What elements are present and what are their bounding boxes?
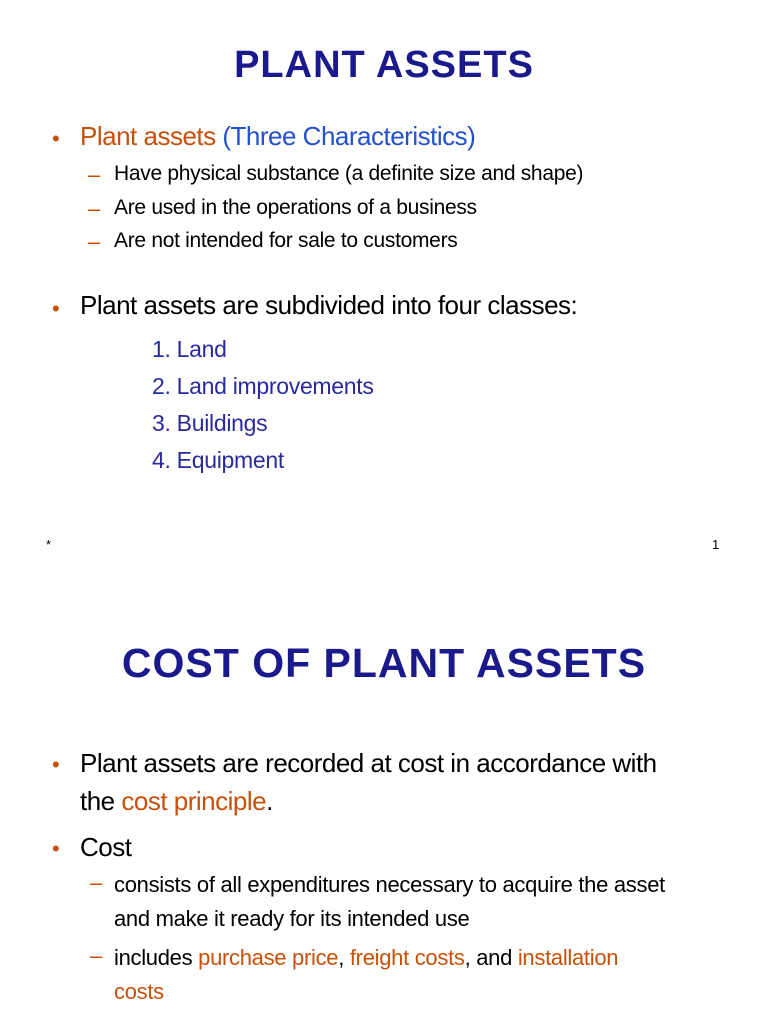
- bullet-marker: •: [52, 296, 60, 321]
- slide-title: COST OF PLANT ASSETS: [121, 640, 647, 686]
- class-item: 3. Buildings: [152, 410, 268, 436]
- dash-marker: –: [90, 943, 103, 968]
- text-span: , and: [464, 945, 518, 970]
- slide-title: PLANT ASSETS: [234, 44, 534, 86]
- highlight-cost-principle: cost principle: [121, 786, 267, 816]
- bullet-plant-assets: [80, 121, 475, 152]
- subitem: Have physical substance (a definite size and shape): [114, 162, 584, 185]
- dash-marker: –: [90, 870, 103, 895]
- subitem: Are not intended for sale to customers: [114, 229, 458, 252]
- subitem-line: consists of all expenditures necessary to acquire the asset: [114, 872, 665, 897]
- bullet-subheading: (Three Characteristics): [222, 121, 476, 151]
- bullet-line: [80, 782, 720, 820]
- footer-marker: *: [46, 537, 52, 552]
- class-item: 2. Land improvements: [152, 373, 374, 399]
- subitem: Are used in the operations of a business: [114, 196, 477, 219]
- bullet-marker: •: [52, 126, 60, 151]
- bullet-marker: •: [52, 836, 60, 861]
- subitem-expenditures: [114, 868, 734, 936]
- dash-marker: –: [88, 162, 101, 187]
- highlight-costs: costs: [114, 979, 164, 1004]
- highlight-installation: installation: [517, 945, 619, 970]
- subitem-includes: [114, 941, 734, 1009]
- bullet-marker: •: [52, 752, 60, 777]
- bullet-line: Plant assets are recorded at cost in accordance with: [80, 748, 657, 778]
- subitem-line: and make it ready for its intended use: [114, 906, 470, 931]
- page-number: 1: [712, 537, 720, 552]
- dash-marker: –: [88, 196, 101, 221]
- bullet-highlight: Plant assets: [80, 121, 216, 151]
- bullet-cost: Cost: [80, 832, 132, 862]
- text-span: includes: [114, 945, 199, 970]
- class-item: 1. Land: [152, 336, 227, 362]
- text-span: ,: [338, 945, 350, 970]
- highlight-freight-costs: freight costs: [349, 945, 465, 970]
- text-span: the: [80, 786, 122, 816]
- highlight-purchase-price: purchase price: [198, 945, 339, 970]
- text-span: .: [266, 786, 273, 816]
- class-item: 4. Equipment: [152, 447, 284, 473]
- bullet-classes: Plant assets are subdivided into four classes:: [80, 290, 578, 320]
- subitem-line: [114, 941, 734, 975]
- dash-marker: –: [88, 229, 101, 254]
- bullet-recorded-at-cost: [80, 744, 720, 820]
- slide-cost-of-plant-assets: [0, 600, 768, 1024]
